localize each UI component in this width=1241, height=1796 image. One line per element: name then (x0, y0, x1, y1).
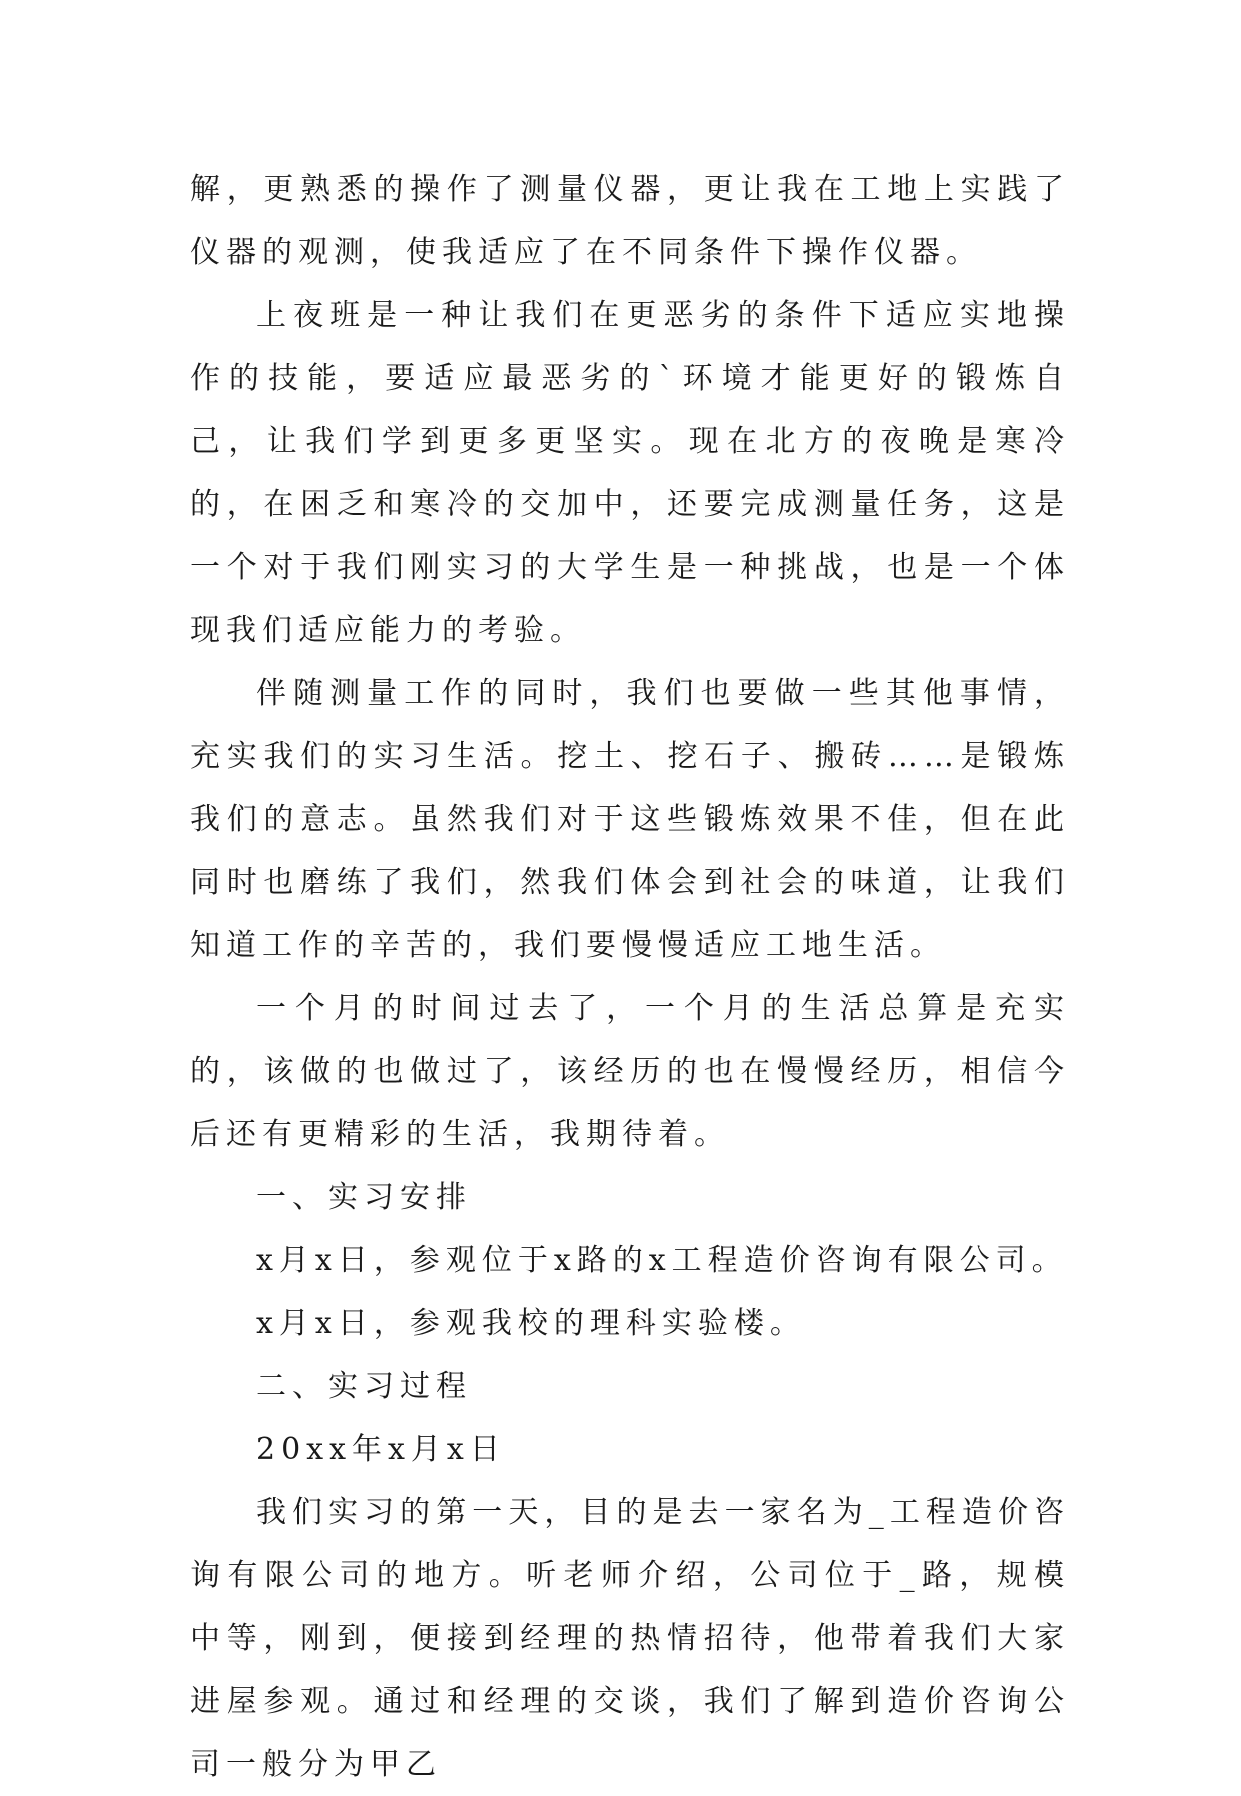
section-heading-schedule: 一、实习安排 (256, 1180, 472, 1215)
document-body (190, 158, 1070, 1796)
paragraph-continuation: 解，更熟悉的操作了测量仪器，更让我在工地上实践了仪器的观测，使我适应了在不同条件下操作仪器。 (190, 172, 1070, 270)
paragraph-one-month: 一个月的时间过去了，一个月的生活总算是充实的，该做的也做过了，该经历的也在慢慢经历，相信今后还有更精彩的生活，我期待着。 (190, 991, 1070, 1152)
section-heading-process: 二、实习过程 (256, 1369, 472, 1404)
schedule-item-1: x月x日，参观位于x路的x工程造价咨询有限公司。 (256, 1243, 1068, 1278)
process-date: 20xx年x月x日 (256, 1432, 506, 1467)
paragraph-first-day: 我们实习的第一天，目的是去一家名为_工程造价咨询有限公司的地方。听老师介绍，公司位于_路，规模中等，刚到，便接到经理的热情招待，他带着我们大家进屋参观。通过和经理的交谈，我们了解到造价咨询公司一般分为甲乙 (190, 1495, 1070, 1782)
schedule-item-2: x月x日，参观我校的理科实验楼。 (256, 1306, 806, 1341)
paragraph-other-work: 伴随测量工作的同时，我们也要做一些其他事情，充实我们的实习生活。挖土、挖石子、搬砖……是锻炼我们的意志。虽然我们对于这些锻炼效果不佳，但在此同时也磨练了我们，然我们体会到社会的味道，让我们知道工作的辛苦的，我们要慢慢适应工地生活。 (190, 676, 1070, 963)
paragraph-night-shift: 上夜班是一种让我们在更恶劣的条件下适应实地操作的技能，要适应最恶劣的`环境才能更好的锻炼自己，让我们学到更多更坚实。现在北方的夜晚是寒冷的，在困乏和寒冷的交加中，还要完成测量任务，这是一个对于我们刚实习的大学生是一种挑战，也是一个体现我们适应能力的考验。 (190, 298, 1070, 648)
